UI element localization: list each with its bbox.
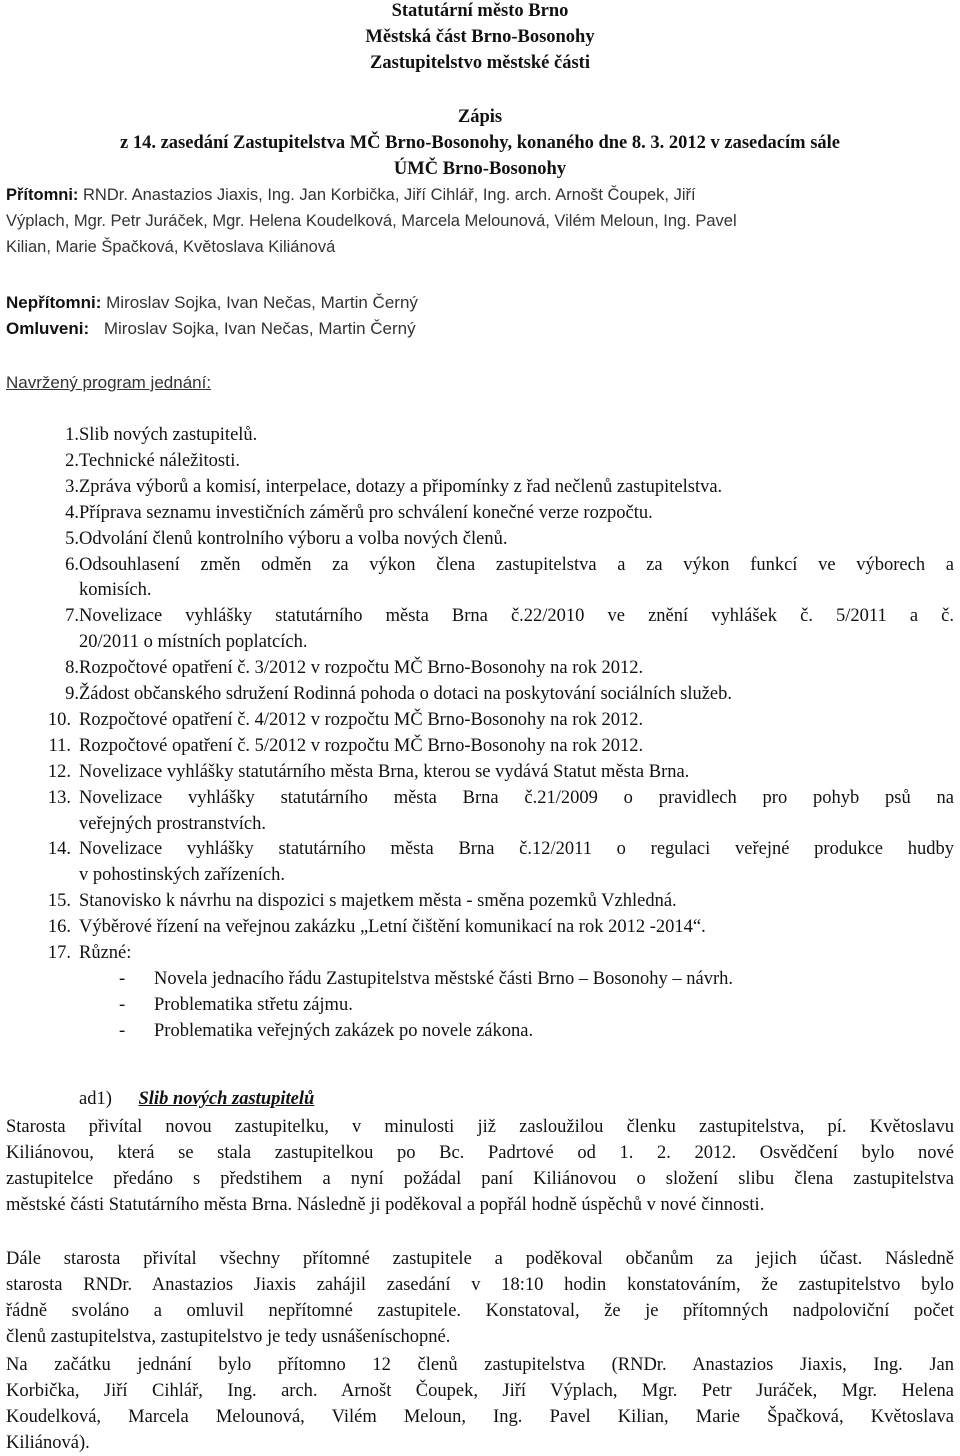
agenda-item-text: Žádost občanského sdružení Rodinná pohoda o dotaci na poskytování sociálních služeb. [79,684,733,704]
excused-names: Miroslav Sojka, Ivan Nečas, Martin Černý [103,319,416,338]
subitem-dash: - [119,1020,126,1041]
header-district: Městská část Brno-Bosonohy [365,27,595,47]
agenda-item-number: 9. [65,684,79,704]
agenda-item-text: Zpráva výborů a komisí, interpelace, dotazy a připomínky z řad nečlenů zastupitelstva. [79,476,723,497]
paragraph-line: členů zastupitelstva, zastupitelstvo je tedy usnášeníschopné. [6,1327,451,1347]
agenda-item-continuation: v pohostinských zařízeních. [79,865,286,886]
agenda-item-number: 15. [47,891,71,912]
minutes-subtitle-line1: z 14. zasedání Zastupitelstva MČ Brno-Bosonohy, konaného dne 8. 3. 2012 v zasedacím sále [119,133,840,153]
paragraph-line: Korbička, Jiří Cihlář, Ing. arch. Arnošt Čoupek, Jiří Výplach, Mgr. Petr Juráček, Mgr. Helena [6,1381,954,1401]
agenda-item [6,526,954,552]
agenda-item-continuation: komisích. [79,580,152,601]
paragraph-line: řádně svoláno a omluvil nepřítomné zastupitele. Konstatoval, že je přítomných nadpoloviční počet [6,1301,954,1321]
agenda-item [6,836,954,862]
excused-label: Omluveni: [6,319,90,338]
agenda-item-continuation: veřejných prostranstvích. [79,813,266,834]
agenda-item-number: 2. [65,450,79,471]
paragraph-line: zastupitelce předáno s předstihem a nyní požádal paní Kiliánovou o složení slibu člena zastupitelstva [6,1169,954,1189]
agenda-item [6,914,954,940]
agenda-item [6,474,954,500]
absent-names: Miroslav Sojka, Ivan Nečas, Martin Černý [106,293,418,312]
agenda-item [6,500,954,526]
agenda-item-continuation: 20/2011 o místních poplatcích. [79,632,308,653]
present-label: Přítomni: [6,186,79,204]
paragraph-line: Starosta přivítal novou zastupitelku, v minulosti již zasloužilou členku zastupitelstva, pí. Květoslavu [6,1117,954,1137]
paragraph-line: Kiliánová). [6,1433,90,1453]
agenda-item-number: 13. [47,787,71,808]
agenda-item-text: Výběrové řízení na veřejnou zakázku „Letní čištění komunikací na rok 2012 -2014“. [79,917,706,938]
agenda-item-text: Novelizace vyhlášky statutárního města Brna č.12/2011 o regulaci veřejné produkce hudby [79,839,954,860]
paragraph-line: Dále starosta přivítal všechny přítomné zastupitele a poděkoval občanům za jejich účast. Následně [6,1249,954,1269]
minutes-title: Zápis [457,107,503,127]
agenda-item-text: Odvolání členů kontrolního výboru a volba nových členů. [79,528,508,549]
agenda-subitem [6,1018,954,1044]
paragraph-line: městské části Statutárního města Brna. Následně ji poděkoval a popřál hodně úspěchů v nové činnosti. [6,1195,765,1215]
agenda-item-number: 6. [65,554,79,575]
agenda-item-text: Rozpočtové opatření č. 5/2012 v rozpočtu MČ Brno-Bosonohy na rok 2012. [79,735,644,756]
agenda-item [6,888,954,914]
agenda-item [6,940,954,966]
agenda-item-number: 12. [47,761,71,782]
agenda-item-number: 16. [47,917,71,938]
header-city: Statutární město Brno [391,1,569,21]
absent-label: Nepřítomni: [6,293,102,312]
absent-row [6,290,954,316]
subitem-text: Problematika veřejných zakázek po novele zákona. [154,1020,534,1041]
section1-label: ad1) [79,1089,112,1109]
excused-row [6,316,954,342]
subitem-dash: - [119,994,126,1015]
agenda-item-text: Příprava seznamu investičních záměrů pro schválení konečné verze rozpočtu. [79,502,653,523]
agenda-item-text: Technické náležitosti. [79,450,241,471]
header-council: Zastupitelstvo městské části [370,53,590,73]
agenda-item [6,733,954,759]
paragraph-line: starosta RNDr. Anastazios Jiaxis zahájil zasedání v 18:10 hodin konstatováním, že zastupitelstvo bylo [6,1275,954,1295]
section1-title: Slib nových zastupitelů [138,1089,315,1109]
agenda-item-number: 10. [47,709,71,730]
agenda-item-number: 3. [65,476,79,497]
agenda-item-text: Novelizace vyhlášky statutárního města Brna č.21/2009 o pravidlech pro pohyb psů na [79,787,954,808]
agenda-item-number: 7. [65,606,79,627]
agenda-item [6,785,954,811]
agenda-item-text: Rozpočtové opatření č. 4/2012 v rozpočtu MČ Brno-Bosonohy na rok 2012. [79,709,644,730]
present-line1 [6,182,954,208]
agenda-item [6,707,954,733]
agenda-item [6,681,954,707]
agenda-item-number: 14. [47,839,71,860]
agenda-item [6,655,954,681]
agenda-item-number: 4. [65,502,79,523]
subitem-text: Novela jednacího řádu Zastupitelstva městské části Brno – Bosonohy – návrh. [154,968,734,989]
agenda-item-text: Novelizace vyhlášky statutárního města Brna č.22/2010 ve znění vyhlášek č. 5/2011 a č. [79,606,954,627]
present-names-1: RNDr. Anastazios Jiaxis, Ing. Jan Korbička, Jiří Cihlář, Ing. arch. Arnošt Čoupek, Jiří [83,186,696,204]
agenda-item [6,448,954,474]
agenda-item-number: 1. [65,425,79,445]
paragraph-line: Koudelková, Marcela Melounová, Vilém Meloun, Ing. Pavel Kilian, Marie Špačková, Květoslava [6,1407,954,1427]
agenda-subitem [6,966,954,992]
agenda-item-text: Odsouhlasení změn odměn za výkon člena zastupitelstva a za výkon funkcí ve výborech a [79,554,954,575]
agenda-item-number: 8. [65,658,79,679]
agenda-item [6,603,954,629]
subitem-dash: - [119,968,126,989]
agenda-item-number: 17. [47,943,71,963]
agenda-item-number: 5. [65,528,79,549]
agenda-item-text: Rozpočtové opatření č. 3/2012 v rozpočtu MČ Brno-Bosonohy na rok 2012. [79,658,644,679]
agenda-item-number: 11. [48,735,71,756]
agenda-item [6,422,954,448]
agenda-item-text: Slib nových zastupitelů. [79,425,258,445]
subitem-text: Problematika střetu zájmu. [154,994,353,1015]
program-heading: Navržený program jednání: [6,373,212,392]
agenda-item-text: Různé: [79,943,132,963]
agenda-item-text: Novelizace vyhlášky statutárního města Brna, kterou se vydává Statut města Brna. [79,761,690,782]
section1-heading [6,1086,954,1112]
agenda-subitem [6,992,954,1018]
agenda-item-text: Stanovisko k návrhu na dispozici s majetkem města - směna pozemků Vzhledná. [79,891,677,912]
paragraph-line: Kiliánovou, která se stala zastupitelkou po Bc. Padrtové od 1. 2. 2012. Osvědčení bylo nové [6,1143,954,1163]
present-names-2: Výplach, Mgr. Petr Juráček, Mgr. Helena Koudelková, Marcela Melounová, Vilém Meloun, Ing. Pavel [6,212,737,230]
present-names-3: Kilian, Marie Špačková, Květoslava Kiliánová [6,238,336,256]
agenda-item [6,759,954,785]
paragraph-line: Na začátku jednání bylo přítomno 12 členů zastupitelstva (RNDr. Anastazios Jiaxis, Ing. Jan [6,1355,954,1375]
agenda-item [6,552,954,578]
minutes-subtitle-line2: ÚMČ Brno-Bosonohy [393,159,567,179]
